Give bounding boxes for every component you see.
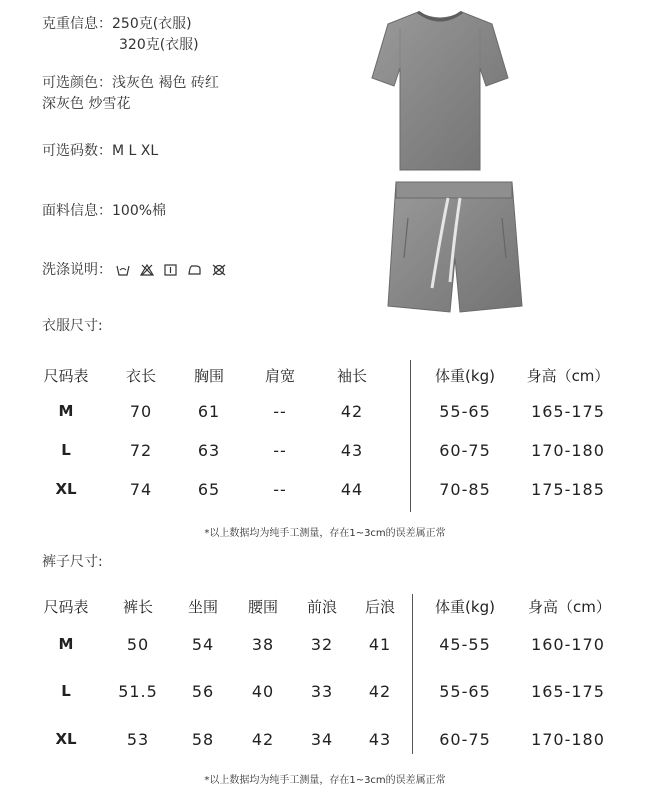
pants-table-cell: 54 xyxy=(191,635,215,654)
pants-table-cell: 165-175 xyxy=(531,682,605,701)
pants-table-cell: 45-55 xyxy=(439,635,491,654)
pants-note: *以上数据均为纯手工测量，存在1~3cm的误差属正常 xyxy=(204,775,446,786)
pants-table-cell: 43 xyxy=(368,730,392,749)
shirt-table-cell: M xyxy=(58,402,74,420)
shirt-header-cell: 体重(kg) xyxy=(435,367,495,385)
pants-table-cell: 170-180 xyxy=(531,730,605,749)
tshirt-image xyxy=(370,8,510,173)
fabric-info xyxy=(42,201,166,221)
pants-header-cell: 体重(kg) xyxy=(435,598,495,616)
size-label: 可选码数： xyxy=(42,143,112,159)
shirt-table-cell: 55-65 xyxy=(439,402,491,421)
hand-wash-icon xyxy=(116,264,130,276)
pants-section-title: 裤子尺寸: xyxy=(42,554,103,570)
wash-label: 洗涤说明： xyxy=(42,262,112,278)
shirt-header-cell: 肩宽 xyxy=(264,367,295,385)
pants-table-cell: 33 xyxy=(310,682,334,701)
shirt-table-cell: 60-75 xyxy=(439,441,491,460)
do-not-dry-clean-icon xyxy=(212,264,226,276)
pants-table-cell: M xyxy=(58,635,74,653)
pants-header-cell: 裤长 xyxy=(122,598,153,616)
pants-header-cell: 身高（cm） xyxy=(528,598,611,616)
weight-line1: 250克(衣服) xyxy=(112,16,192,32)
pants-table-cell: 42 xyxy=(368,682,392,701)
tumble-dry-icon xyxy=(164,264,177,276)
pants-table-cell: 42 xyxy=(251,730,275,749)
shirt-note: *以上数据均为纯手工测量，存在1~3cm的误差属正常 xyxy=(204,528,446,539)
pants-table-cell: XL xyxy=(55,730,77,748)
shirt-table-cell: 61 xyxy=(197,402,221,421)
pants-table-cell: 60-75 xyxy=(439,730,491,749)
do-not-bleach-icon xyxy=(140,264,154,276)
shirt-table-cell: 42 xyxy=(340,402,364,421)
shirt-table-cell: 65 xyxy=(197,480,221,499)
weight-info xyxy=(42,14,192,34)
pants-header-cell: 尺码表 xyxy=(43,598,89,616)
shirt-table-cell: 165-175 xyxy=(531,402,605,421)
pants-table-cell: 58 xyxy=(191,730,215,749)
shirt-table-cell: 44 xyxy=(340,480,364,499)
size-info xyxy=(42,141,158,161)
shirt-size-table xyxy=(0,360,650,520)
fabric-label: 面料信息： xyxy=(42,203,112,219)
color-info xyxy=(42,73,219,93)
shirt-header-cell: 尺码表 xyxy=(43,367,89,385)
shirt-section-title: 衣服尺寸: xyxy=(42,318,103,334)
shirt-table-cell: 72 xyxy=(129,441,153,460)
pants-header-cell: 后浪 xyxy=(364,598,395,616)
pants-table-cell: 51.5 xyxy=(118,682,158,701)
shirt-header-cell: 衣长 xyxy=(125,367,156,385)
shirt-table-cell: 43 xyxy=(340,441,364,460)
shirt-table-cell: XL xyxy=(55,480,77,498)
shirt-table-cell: L xyxy=(61,441,71,459)
pants-table-cell: 56 xyxy=(191,682,215,701)
pants-header-cell: 前浪 xyxy=(306,598,337,616)
shirt-table-cell: 175-185 xyxy=(531,480,605,499)
pants-size-table xyxy=(0,594,650,764)
pants-header-cell: 坐围 xyxy=(187,598,218,616)
color-line1: 浅灰色 褐色 砖红 xyxy=(112,75,219,91)
shirt-table-cell: 70-85 xyxy=(439,480,491,499)
color-label: 可选颜色： xyxy=(42,75,112,91)
shirt-table-divider xyxy=(410,360,411,512)
shirt-table-cell: -- xyxy=(273,480,287,499)
pants-table-cell: 41 xyxy=(368,635,392,654)
pants-table-cell: L xyxy=(61,682,71,700)
shorts-image xyxy=(384,178,526,320)
shirt-table-cell: -- xyxy=(273,402,287,421)
pants-table-cell: 40 xyxy=(251,682,275,701)
shirt-table-cell: 70 xyxy=(129,402,153,421)
pants-table-cell: 55-65 xyxy=(439,682,491,701)
pants-table-cell: 50 xyxy=(126,635,150,654)
color-line2: 深灰色 炒雪花 xyxy=(42,96,131,112)
fabric-value: 100%棉 xyxy=(112,203,167,219)
size-value: M L XL xyxy=(112,143,159,159)
shirt-table-cell: 63 xyxy=(197,441,221,460)
pants-table-cell: 34 xyxy=(310,730,334,749)
shirt-table-cell: 170-180 xyxy=(531,441,605,460)
wash-icons xyxy=(116,264,226,276)
shirt-header-cell: 胸围 xyxy=(193,367,224,385)
pants-table-cell: 53 xyxy=(126,730,150,749)
shirt-table-cell: 74 xyxy=(129,480,153,499)
weight-line2: 320克(衣服) xyxy=(119,37,199,53)
pants-header-cell: 腰围 xyxy=(247,598,278,616)
wash-info xyxy=(42,260,226,280)
pants-table-cell: 160-170 xyxy=(531,635,605,654)
pants-table-cell: 38 xyxy=(251,635,275,654)
shirt-table-cell: -- xyxy=(273,441,287,460)
iron-icon xyxy=(187,264,202,276)
weight-label: 克重信息： xyxy=(42,16,112,32)
pants-table-cell: 32 xyxy=(310,635,334,654)
shirt-header-cell: 袖长 xyxy=(336,367,367,385)
shirt-header-cell: 身高（cm） xyxy=(526,367,610,385)
